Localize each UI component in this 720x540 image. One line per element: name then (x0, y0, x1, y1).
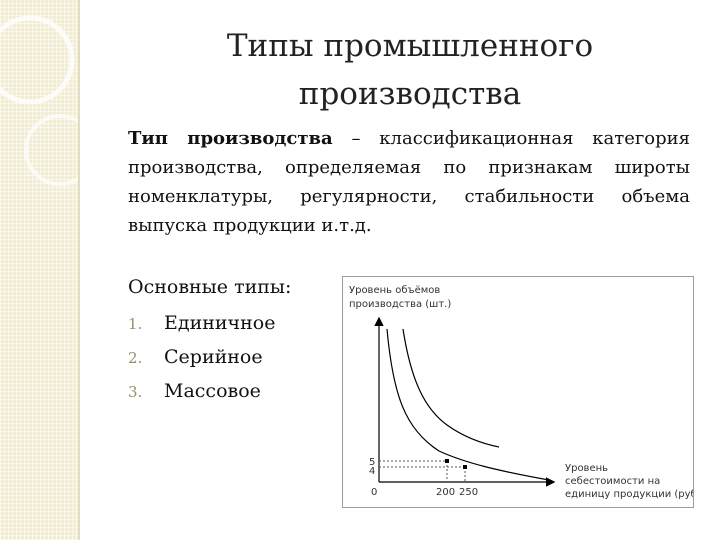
chart-point-250-4 (463, 465, 467, 469)
x-tick-label: 250 (459, 487, 479, 498)
curve-upper (403, 329, 499, 447)
list-item-label: Единичное (164, 312, 276, 334)
x-axis-label-line-2: себестоимости на (565, 476, 661, 487)
x-axis-label-line-1: Уровень (565, 463, 609, 474)
list-item (128, 380, 275, 414)
list-item-label: Массовое (164, 380, 261, 402)
curve-lower (387, 329, 549, 480)
production-chart (342, 276, 694, 508)
list-item-number: 2. (128, 349, 143, 367)
list-item-number: 3. (128, 383, 143, 401)
types-list (128, 312, 275, 414)
x-axis-label-line-3: единицу продукции (руб.) (565, 489, 693, 500)
types-heading: Основные типы: (128, 276, 292, 298)
chart-point-200-5 (445, 459, 449, 463)
decorative-side-strip (0, 0, 78, 540)
y-tick-label: 5 (369, 457, 376, 468)
chart-svg (343, 277, 693, 507)
slide-title-line-1: Типы промышленного (226, 28, 594, 64)
definition-paragraph (128, 124, 690, 240)
list-item (128, 312, 275, 346)
decorative-divider (78, 0, 80, 540)
list-item-label: Серийное (164, 346, 263, 368)
definition-text: – классификационная категория производства, определяемая по признакам широты номенклатуры, регулярности, стабильности объема выпуска продукции и.т.д. (128, 128, 690, 236)
definition-term: Тип производства (128, 128, 333, 149)
decorative-circles-graphic (0, 0, 78, 540)
slide-title-line-2: производства (298, 76, 522, 112)
y-axis-label-line-2: производства (шт.) (349, 299, 452, 310)
y-axis-label-line-1: Уровень объёмов (349, 285, 441, 296)
y-tick-label: 4 (369, 466, 376, 477)
slide-title (190, 22, 630, 118)
list-item-number: 1. (128, 315, 143, 333)
list-item (128, 346, 275, 380)
x-tick-label: 200 (436, 487, 456, 498)
origin-label: 0 (371, 487, 378, 498)
